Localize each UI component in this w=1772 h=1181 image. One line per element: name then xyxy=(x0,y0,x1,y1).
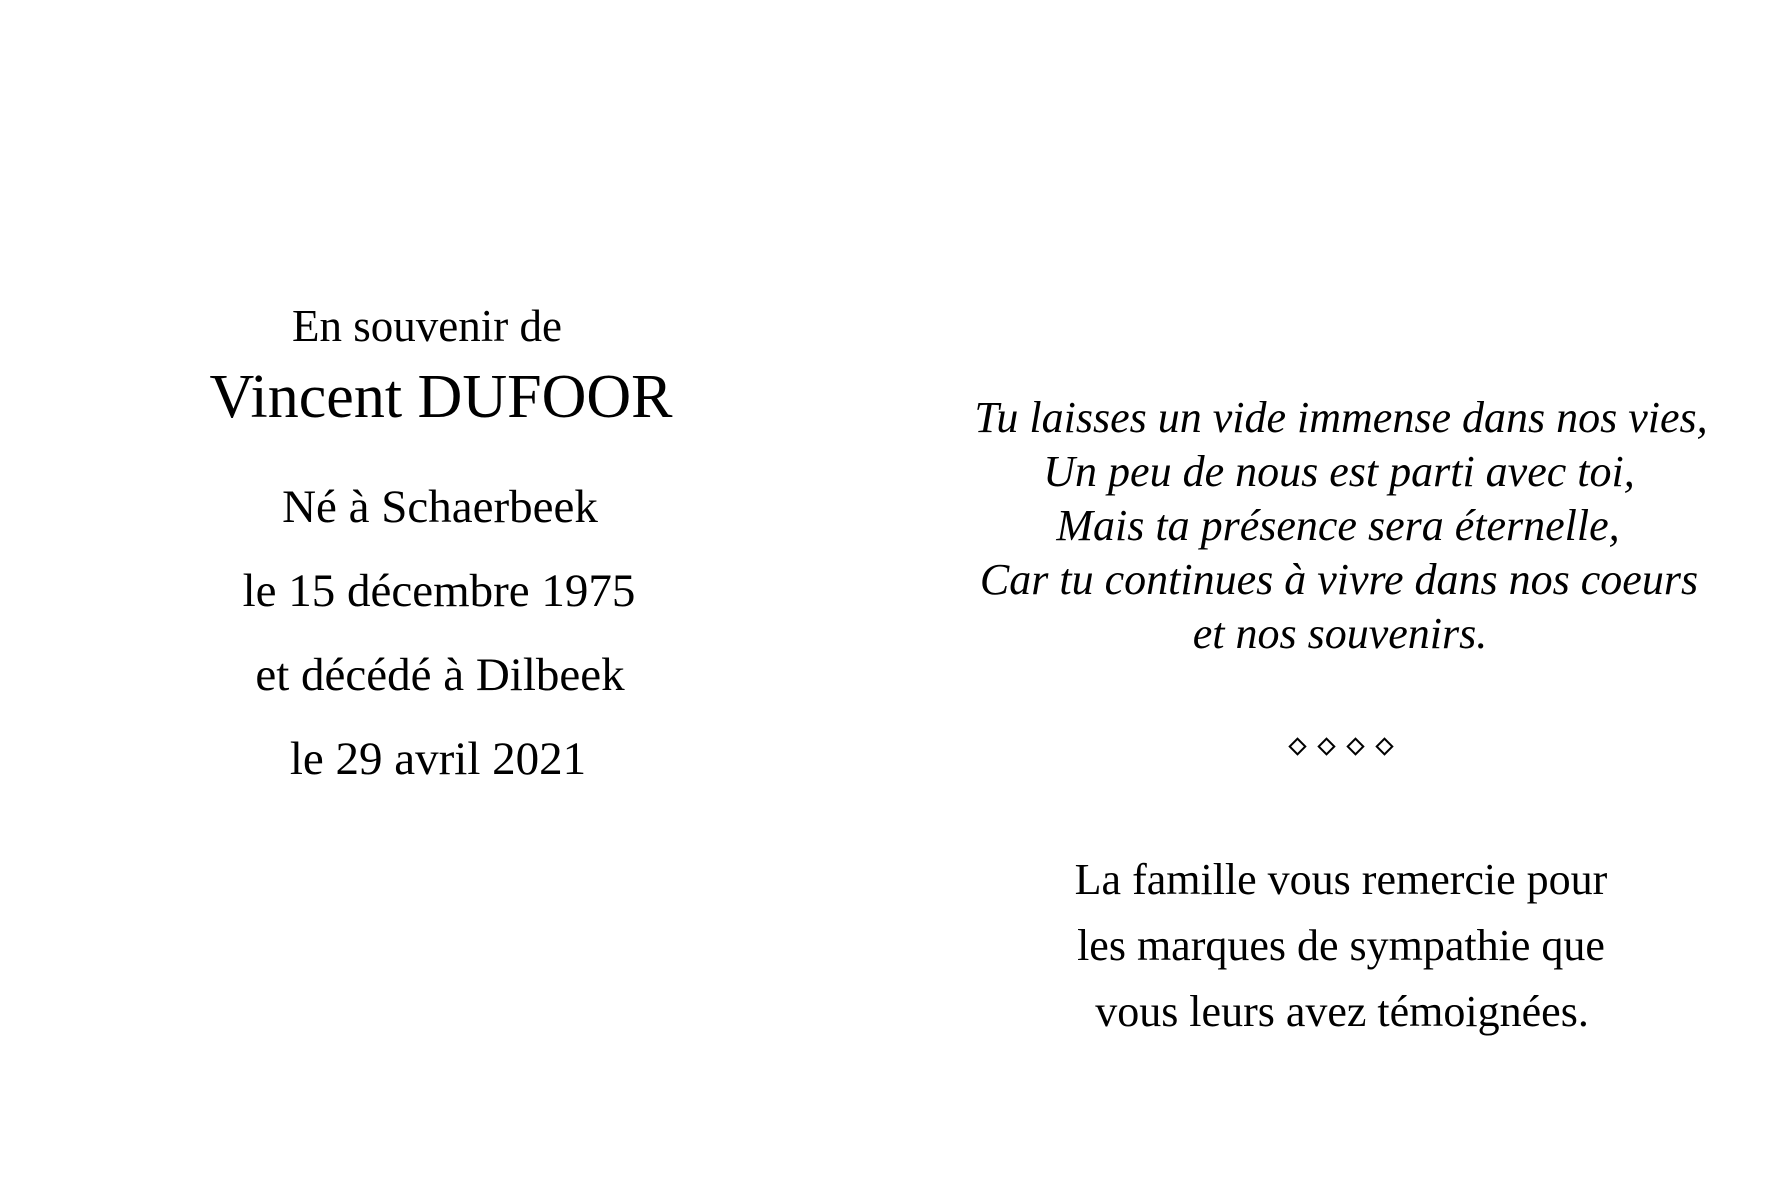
poem-line: Tu laisses un vide immense dans nos vies, xyxy=(974,393,1708,442)
thanks-line: La famille vous remercie pour xyxy=(1074,855,1608,904)
death-date: le 29 avril 2021 xyxy=(289,733,587,785)
poem-line: Car tu continues à vivre dans nos coeurs xyxy=(979,555,1699,604)
diamond-outline-icon xyxy=(1375,737,1393,755)
poem-line: Mais ta présence sera éternelle, xyxy=(1056,501,1620,550)
diamond-outline-icon xyxy=(1288,737,1306,755)
thanks-line: vous leurs avez témoignées. xyxy=(1095,987,1589,1036)
poem-line: Un peu de nous est parti avec toi, xyxy=(1043,447,1635,496)
death-place: et décédé à Dilbeek xyxy=(255,649,625,701)
memorial-intro: En souvenir de xyxy=(292,301,562,351)
poem-line: et nos souvenirs. xyxy=(1192,609,1488,658)
ornament-divider xyxy=(1291,740,1391,753)
birth-place: Né à Schaerbeek xyxy=(282,481,598,533)
diamond-outline-icon xyxy=(1346,737,1364,755)
diamond-outline-icon xyxy=(1317,737,1335,755)
thanks-line: les marques de sympathie que xyxy=(1077,921,1605,970)
deceased-name: Vincent DUFOOR xyxy=(209,363,673,431)
birth-date: le 15 décembre 1975 xyxy=(242,565,636,617)
memorial-right-panel xyxy=(886,0,1772,1181)
